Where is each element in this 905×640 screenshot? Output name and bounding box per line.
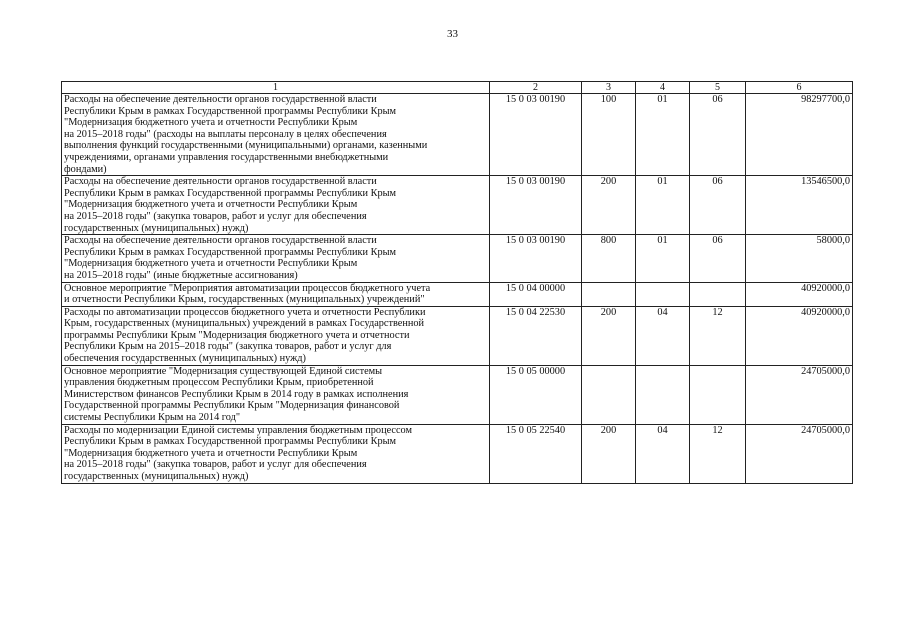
row-section: 01 bbox=[636, 176, 690, 235]
row-section: 01 bbox=[636, 235, 690, 282]
table-row bbox=[62, 306, 853, 365]
column-header-5: 5 bbox=[690, 82, 746, 94]
row-target-code: 15 0 04 22530 bbox=[490, 306, 582, 365]
column-header-1: 1 bbox=[62, 82, 490, 94]
row-subsection bbox=[690, 282, 746, 306]
table-row bbox=[62, 176, 853, 235]
table-row bbox=[62, 365, 853, 424]
row-expense-type bbox=[582, 365, 636, 424]
row-expense-type: 200 bbox=[582, 306, 636, 365]
row-expense-type bbox=[582, 282, 636, 306]
row-subsection: 06 bbox=[690, 94, 746, 176]
row-description: Расходы на обеспечение деятельности органов государственной власти Республики Крым в рамках Государственной программы Республики Крым "Модернизация бюджетного учета и отчетности Республики Крым на 2015–2018 годы" (иные бюджетные ассигнования) bbox=[62, 235, 490, 282]
row-target-code: 15 0 05 22540 bbox=[490, 424, 582, 483]
row-description: Расходы по автоматизации процессов бюджетного учета и отчетности Республики Крым, государственных (муниципальных) учреждений в рамках Государственной программы Республики Крым "Модернизация бюджетного учета и отчетности Республики Крым на 2015–2018 годы" (закупка товаров, работ и услуг для обеспечения государственных (муниципальных) нужд) bbox=[62, 306, 490, 365]
column-header-6: 6 bbox=[746, 82, 853, 94]
row-expense-type: 200 bbox=[582, 424, 636, 483]
row-expense-type: 100 bbox=[582, 94, 636, 176]
row-description: Основное мероприятие "Модернизация существующей Единой системы управления бюджетным процессом Республики Крым, приобретенной Министерством финансов Республики Крым в 2014 году в рамках исполнения Государственной программы Республики Крым "Модернизация финансовой системы Республики Крым на 2014 год" bbox=[62, 365, 490, 424]
budget-table bbox=[61, 81, 853, 484]
table-row bbox=[62, 282, 853, 306]
row-subsection: 06 bbox=[690, 176, 746, 235]
row-amount: 24705000,0 bbox=[746, 365, 853, 424]
row-subsection: 06 bbox=[690, 235, 746, 282]
row-target-code: 15 0 03 00190 bbox=[490, 176, 582, 235]
table-row bbox=[62, 235, 853, 282]
row-expense-type: 200 bbox=[582, 176, 636, 235]
row-target-code: 15 0 05 00000 bbox=[490, 365, 582, 424]
row-section bbox=[636, 282, 690, 306]
column-header-4: 4 bbox=[636, 82, 690, 94]
row-subsection: 12 bbox=[690, 424, 746, 483]
page-number: 33 bbox=[447, 28, 458, 40]
row-amount: 40920000,0 bbox=[746, 282, 853, 306]
row-section: 01 bbox=[636, 94, 690, 176]
row-description: Основное мероприятие "Мероприятия автоматизации процессов бюджетного учета и отчетности Республики Крым, государственных (муниципальных) учреждений" bbox=[62, 282, 490, 306]
row-target-code: 15 0 03 00190 bbox=[490, 94, 582, 176]
row-target-code: 15 0 03 00190 bbox=[490, 235, 582, 282]
row-amount: 24705000,0 bbox=[746, 424, 853, 483]
column-header-3: 3 bbox=[582, 82, 636, 94]
row-amount: 98297700,0 bbox=[746, 94, 853, 176]
row-description: Расходы на обеспечение деятельности органов государственной власти Республики Крым в рамках Государственной программы Республики Крым "Модернизация бюджетного учета и отчетности Республики Крым на 2015–2018 годы" (закупка товаров, работ и услуг для обеспечения государственных (муниципальных) нужд) bbox=[62, 176, 490, 235]
row-subsection: 12 bbox=[690, 306, 746, 365]
row-amount: 13546500,0 bbox=[746, 176, 853, 235]
row-target-code: 15 0 04 00000 bbox=[490, 282, 582, 306]
header-row bbox=[62, 82, 853, 94]
row-section: 04 bbox=[636, 424, 690, 483]
row-amount: 40920000,0 bbox=[746, 306, 853, 365]
row-section: 04 bbox=[636, 306, 690, 365]
row-subsection bbox=[690, 365, 746, 424]
row-description: Расходы на обеспечение деятельности органов государственной власти Республики Крым в рамках Государственной программы Республики Крым "Модернизация бюджетного учета и отчетности Республики Крым на 2015–2018 годы" (расходы на выплаты персоналу в целях обеспечения выполнения функций государственными (муниципальными) органами, казенными учреждениями, органами управления государственными внебюджетными фондами) bbox=[62, 94, 490, 176]
row-description: Расходы по модернизации Единой системы управления бюджетным процессом Республики Крым в рамках Государственной программы Республики Крым "Модернизация бюджетного учета и отчетности Республики Крым на 2015–2018 годы" (закупка товаров, работ и услуг для обеспечения государственных (муниципальных) нужд) bbox=[62, 424, 490, 483]
row-expense-type: 800 bbox=[582, 235, 636, 282]
table-row bbox=[62, 94, 853, 176]
table-row bbox=[62, 424, 853, 483]
row-section bbox=[636, 365, 690, 424]
row-amount: 58000,0 bbox=[746, 235, 853, 282]
column-header-2: 2 bbox=[490, 82, 582, 94]
